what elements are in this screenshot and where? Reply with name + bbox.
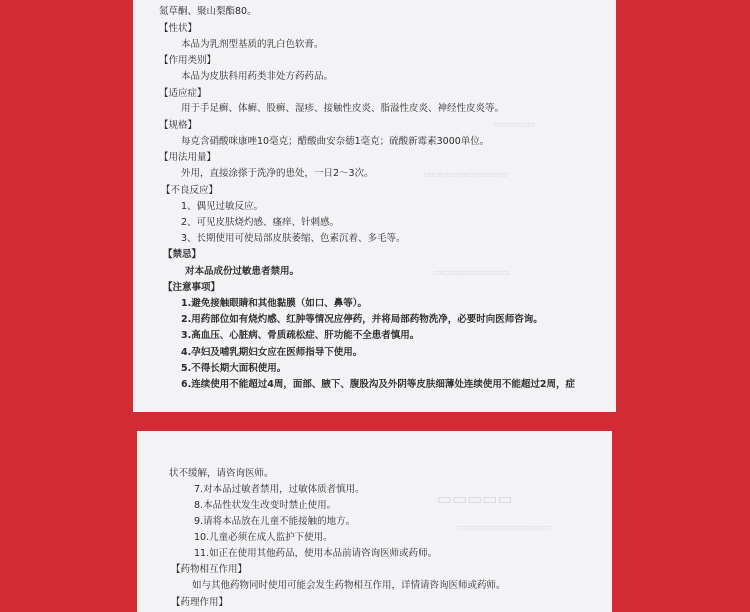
bleed-through-text: ▭▭▭▭▭ — [437, 489, 513, 508]
section-heading: 【注意事项】 — [163, 282, 221, 293]
text-line: 1.避免接触眼睛和其他黏膜（如口、鼻等）。 — [181, 298, 367, 309]
bleed-through-text: ▭▭▭▭▭▭▭▭▭▭ — [423, 170, 509, 180]
section-heading: 【药理作用】 — [171, 597, 229, 608]
text-line: 氮草酮、聚山梨酯80。 — [159, 6, 257, 17]
text-line: 10.儿童必须在成人监护下使用。 — [194, 532, 333, 543]
section-heading: 【性状】 — [159, 23, 198, 34]
text-line: 8.本品性状发生改变时禁止使用。 — [194, 500, 337, 511]
section-heading: 【规格】 — [159, 120, 198, 131]
text-line: 3.高血压、心脏病、骨质疏松症、肝功能不全患者慎用。 — [181, 330, 420, 341]
text-line: 5.不得长期大面积使用。 — [181, 363, 287, 374]
section-heading: 【禁忌】 — [163, 249, 202, 260]
text-line: 11.如正在使用其他药品，使用本品前请咨询医师或药师。 — [194, 548, 438, 559]
text-line: 2、可见皮肤烧灼感、瘙痒、针刺感。 — [181, 217, 340, 228]
text-line: 3、长期使用可使局部皮肤萎缩、色素沉着、多毛等。 — [181, 233, 406, 244]
section-heading: 【适应症】 — [159, 88, 207, 99]
text-line: 对本品成份过敏患者禁用。 — [185, 266, 300, 277]
leaflet-page-bottom — [137, 431, 612, 612]
leaflet-page-top — [133, 0, 616, 412]
bleed-through-text: ▭▭▭▭▭ — [493, 120, 536, 130]
text-line: 4.孕妇及哺乳期妇女应在医师指导下使用。 — [181, 347, 363, 358]
section-heading: 【药物相互作用】 — [171, 564, 248, 575]
text-line: 6.连续使用不能超过4周，面部、腋下、腹股沟及外阴等皮肤细薄处连续使用不能超过2周，症 — [181, 379, 575, 390]
text-line: 用于手足癣、体癣、股癣、湿疹、接触性皮炎、脂溢性皮炎、神经性皮炎等。 — [181, 103, 505, 114]
text-line: 1、偶见过敏反应。 — [181, 201, 264, 212]
text-line: 状不缓解，请咨询医师。 — [169, 468, 274, 479]
text-line: 本品为皮肤科用药类非处方药药品。 — [181, 71, 334, 82]
text-line: 外用，直接涂搽于洗净的患处，一日2～3次。 — [181, 168, 374, 179]
section-heading: 【用法用量】 — [159, 152, 217, 163]
text-line: 本品为乳剂型基质的乳白色软膏。 — [181, 39, 324, 50]
bleed-through-text: ▭▭▭▭▭▭▭▭▭▭▭ — [457, 523, 551, 533]
text-line: 9.请将本品放在儿童不能接触的地方。 — [194, 516, 356, 527]
text-line: 7.对本品过敏者禁用，过敏体质者慎用。 — [194, 484, 365, 495]
section-heading: 【不良反应】 — [161, 185, 219, 196]
text-line: 如与其他药物同时使用可能会发生药物相互作用，详情请咨询医师或药师。 — [192, 580, 506, 591]
bleed-through-text: ▭▭▭▭▭▭▭▭▭ — [433, 268, 510, 278]
text-line: 2.用药部位如有烧灼感、红肿等情况应停药，并将局部药物洗净，必要时向医师咨询。 — [181, 314, 543, 325]
section-heading: 【作用类别】 — [159, 55, 217, 66]
text-line: 每克含硝酸咪康唑10毫克；醋酸曲安奈德1毫克；硫酸新霉素3000单位。 — [181, 136, 490, 147]
